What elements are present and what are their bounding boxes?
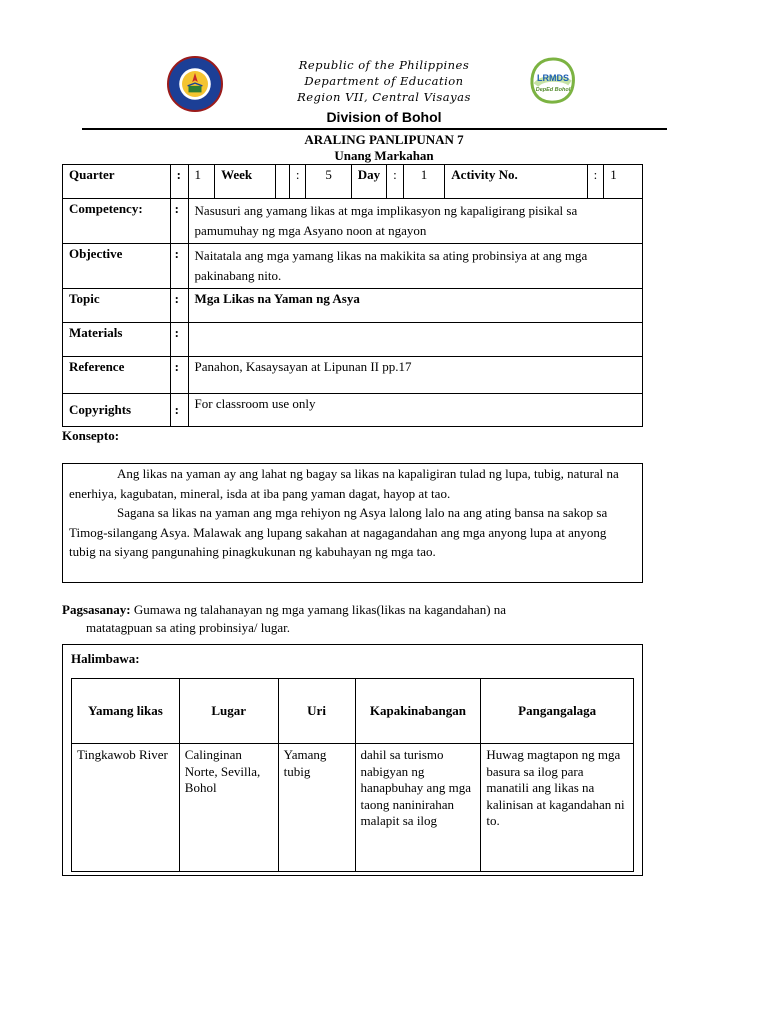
department-line: Department of Education [304, 74, 464, 88]
cell-kapakinabangan: dahil sa turismo nabigyan ng hanapbuhay ang mga taong naninirahan malapit sa ilog [355, 744, 481, 872]
header-pangangalaga: Pangangalaga [481, 679, 634, 744]
colon: : [170, 323, 188, 357]
activity-info-table [62, 164, 643, 427]
colon: : [170, 199, 188, 244]
cell-lugar: Calinginan Norte, Sevilla, Bohol [179, 744, 278, 872]
topic-value: Mga Likas na Yaman ng Asya [188, 289, 642, 323]
colon: : [170, 394, 188, 427]
info-row-reference [63, 357, 643, 394]
pagsasanay-text-1: Gumawa ng talahanayan ng mga yamang likas(likas na kagandahan) na [130, 602, 507, 617]
objective-value: Naitatala ang mga yamang likas na makikita sa ating probinsiya at ang mga pakinabang nito. [188, 244, 642, 289]
konsepto-heading: Konsepto: [62, 428, 120, 443]
colon: : [170, 244, 188, 289]
objective-label: Objective [63, 244, 171, 289]
quarter-value: 1 [188, 165, 215, 199]
halimbawa-header-row [72, 679, 634, 744]
week-value: 5 [306, 165, 351, 199]
spacer-cell [275, 165, 289, 199]
colon: : [170, 289, 188, 323]
cell-uri: Yamang tubig [278, 744, 355, 872]
quarter-label: Quarter [63, 165, 171, 199]
halimbawa-label: Halimbawa: [71, 651, 140, 666]
colon: : [170, 357, 188, 394]
reference-label: Reference [63, 357, 171, 394]
lrmds-logo [528, 55, 578, 107]
header-lugar: Lugar [179, 679, 278, 744]
info-row-objective [63, 244, 643, 289]
reference-value: Panahon, Kasaysayan at Lipunan II pp.17 [188, 357, 642, 394]
term-title: Unang Markahan [334, 148, 434, 163]
materials-label: Materials [63, 323, 171, 357]
pagsasanay-label: Pagsasanay: [62, 602, 131, 617]
copyrights-label: Copyrights [63, 394, 171, 427]
competency-label: Competency: [63, 199, 171, 244]
colon: : [289, 165, 306, 199]
topic-label: Topic [63, 289, 171, 323]
konsepto-box [62, 463, 643, 583]
halimbawa-table [71, 678, 634, 872]
division-title: Division of Bohol [326, 109, 442, 125]
info-row-schedule [63, 165, 643, 199]
copyrights-value: For classroom use only [188, 394, 642, 427]
header-kapakinabangan: Kapakinabangan [355, 679, 481, 744]
cell-yamang-likas: Tingkawob River [72, 744, 180, 872]
activity-value: 1 [604, 165, 643, 199]
lrmds-text: LRMDS [537, 73, 569, 83]
colon: : [170, 165, 188, 199]
konsepto-paragraph-1: Ang likas na yaman ay ang lahat ng bagay sa likas na kapaligiran tulad ng lupa, tubig, natural na enerhiya, kagubatan, mineral, isda at iba pang yaman dagat, hayop at tao. [69, 466, 619, 501]
week-label: Week [215, 165, 276, 199]
colon: : [587, 165, 604, 199]
materials-value [188, 323, 642, 357]
info-row-materials [63, 323, 643, 357]
day-label: Day [351, 165, 386, 199]
pagsasanay-text-2: matatagpuan sa ating probinsiya/ lugar. [86, 620, 290, 635]
region-line: Region VII, Central Visayas [297, 90, 471, 104]
activity-label: Activity No. [445, 165, 587, 199]
info-row-competency [63, 199, 643, 244]
day-value: 1 [403, 165, 445, 199]
colon: : [387, 165, 404, 199]
deped-seal-logo [167, 56, 223, 112]
header-rule [82, 128, 667, 130]
cell-pangangalaga: Huwag magtapon ng mga basura sa ilog para manatili ang likas na kalinisan at kagandahan ni to. [481, 744, 634, 872]
pagsasanay-instructions [62, 601, 622, 637]
info-row-topic [63, 289, 643, 323]
konsepto-paragraph-2: Sagana sa likas na yaman ang mga rehiyon ng Asya lalong lalo na ang ating bansa na sakop sa Timog-silangang Asya. Malawak ang lupang sakahan at nagagandahan ang mga anyong lupa at anyong tubig na siyang pangunahing pinagkukunan ng kabuhayan ng mga tao. [69, 505, 608, 559]
halimbawa-box [62, 644, 643, 876]
lrmds-subtext: DepEd Bohol [535, 87, 571, 93]
header-uri: Uri [278, 679, 355, 744]
header-yamang-likas: Yamang likas [72, 679, 180, 744]
info-row-copyrights [63, 394, 643, 427]
competency-value: Nasusuri ang yamang likas at mga implikasyon ng kapaligirang pisikal sa pamumuhay ng mga Asyano noon at ngayon [188, 199, 642, 244]
republic-line: Republic of the Philippines [298, 58, 470, 72]
subject-title: ARALING PANLIPUNAN 7 [304, 132, 464, 147]
table-row [72, 744, 634, 872]
letterhead [0, 0, 768, 163]
